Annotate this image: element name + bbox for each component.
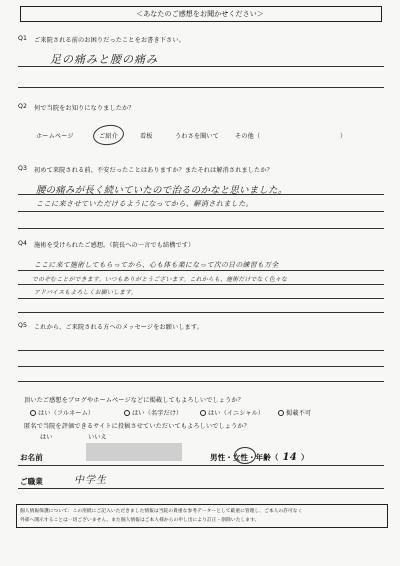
q3-answer-line-1: 腰の痛みが長く続いていたので治るのかなと思いました。: [36, 185, 288, 196]
q4-line-2: [18, 284, 384, 285]
gender-selected-circle: [234, 447, 256, 464]
q4-answer-line-2: でのぞむことができます。いつもありがとうございます。これからも、施術だけでなく色々な: [32, 277, 288, 283]
q1-line-2: [18, 87, 384, 88]
q2-option-homepage: ホームページ: [36, 133, 74, 140]
q4-line-4: [18, 312, 384, 313]
blog-option-decline: [278, 408, 311, 417]
q2-option-referral: ご紹介: [99, 133, 118, 140]
blog-option-decline-label: 掲載不可: [286, 410, 312, 417]
age-label: 年齢: [255, 453, 271, 462]
blog-option-surname: [124, 408, 182, 417]
review-option-yes: はい: [40, 434, 53, 441]
gender-separator-2: ・: [248, 453, 256, 462]
name-label: お名前: [20, 453, 43, 462]
name-redaction: [86, 443, 182, 461]
q4-label: Q4: [18, 240, 28, 247]
q4-line-3: [18, 298, 384, 299]
q3-answer-line-2: ここに来させていただけるようになってから、解消されました。: [36, 199, 254, 208]
review-consent-question: 匿名で当院を評価できるサイトに投稿させていただいてもよろしいでしょうか？: [24, 423, 250, 430]
q2-option-other-close: ）: [340, 133, 347, 140]
q1-line-1: [18, 66, 384, 67]
occupation-value: 中学生: [74, 475, 107, 486]
privacy-notice-line-1: 個人情報保護について：この用紙にご記入いただきました情報は当院の貴重な参考データーとして厳重に管理し、ご本人の許可なく: [20, 509, 303, 514]
radio-circle-icon: [124, 410, 130, 416]
age-close: ）: [300, 453, 309, 462]
age-value: 14: [282, 452, 297, 463]
q4-question: 施術を受けられたご感想。（院長への一言でも結構です）: [34, 242, 195, 249]
q1-answer: 足の痛みと腰の痛み: [50, 53, 158, 66]
q5-line-3: [18, 381, 384, 382]
q3-line-3: [18, 228, 384, 229]
blog-consent-question: 頂いたご感想をブログやホームページなどに掲載してもよろしいでしょうか？: [24, 397, 244, 404]
q2-selected-circle: [92, 123, 125, 147]
q2-option-rumor: うわさを聞いて: [175, 133, 220, 140]
occupation-label: ご職業: [20, 477, 43, 486]
radio-circle-icon: [278, 410, 284, 416]
q1-label: Q1: [18, 35, 28, 42]
radio-circle-icon: [200, 410, 206, 416]
page-title: ＜あなたのご感想をお聞かせください＞: [136, 10, 264, 18]
q5-question: これから、ご来院される方へのメッセージをお願いします。: [34, 324, 203, 331]
q4-line-1: [18, 270, 384, 271]
q5-label: Q5: [18, 322, 28, 329]
gender-male-label: 男性: [210, 453, 226, 462]
q5-line-2: [18, 366, 384, 367]
q3-label: Q3: [18, 165, 28, 172]
q5-line-1: [18, 350, 384, 351]
q2-label: Q2: [18, 103, 28, 110]
q4-answer-line-3: アドバイスもよろしくお願いします。: [34, 290, 138, 296]
q3-line-2: [18, 211, 384, 212]
q2-option-other: その他（: [235, 133, 261, 140]
occupation-underline: [18, 488, 384, 489]
blog-option-fullname-label: はい（フルネーム）: [38, 410, 95, 417]
blog-option-initial-label: はい（イニシャル）: [208, 410, 265, 417]
privacy-notice-line-2: 外部へ開示することは一切ございません。また個人情報はご本人様からの申し出により訂正・削除いたします。: [20, 518, 260, 523]
q3-line-1: [18, 194, 384, 195]
blog-option-initial: [200, 408, 264, 417]
blog-option-surname-label: はい（名字だけ）: [132, 410, 183, 417]
q4-answer-line-1: ここに来て施術してもらってから、心も体も楽になって次の日の練習も万全: [34, 261, 279, 269]
q3-question: 初めて来院される前、不安だったことはありますか？またそれは解消されましたか？: [34, 167, 273, 174]
q1-question: ご来院される前のお困りだったことをお書き下さい。: [34, 37, 185, 44]
name-underline: [18, 465, 384, 466]
radio-circle-icon: [30, 410, 36, 416]
age-open: （: [270, 453, 279, 462]
gender-female-label: 女性: [232, 453, 249, 462]
review-option-no: いいえ: [88, 434, 107, 441]
blog-option-fullname: [30, 408, 94, 417]
q2-option-signboard: 看板: [140, 133, 153, 140]
q2-question: 何で当院をお知りになりましたか？: [34, 105, 135, 112]
gender-separator: ・: [225, 453, 233, 462]
gender-age-row: [210, 452, 309, 463]
